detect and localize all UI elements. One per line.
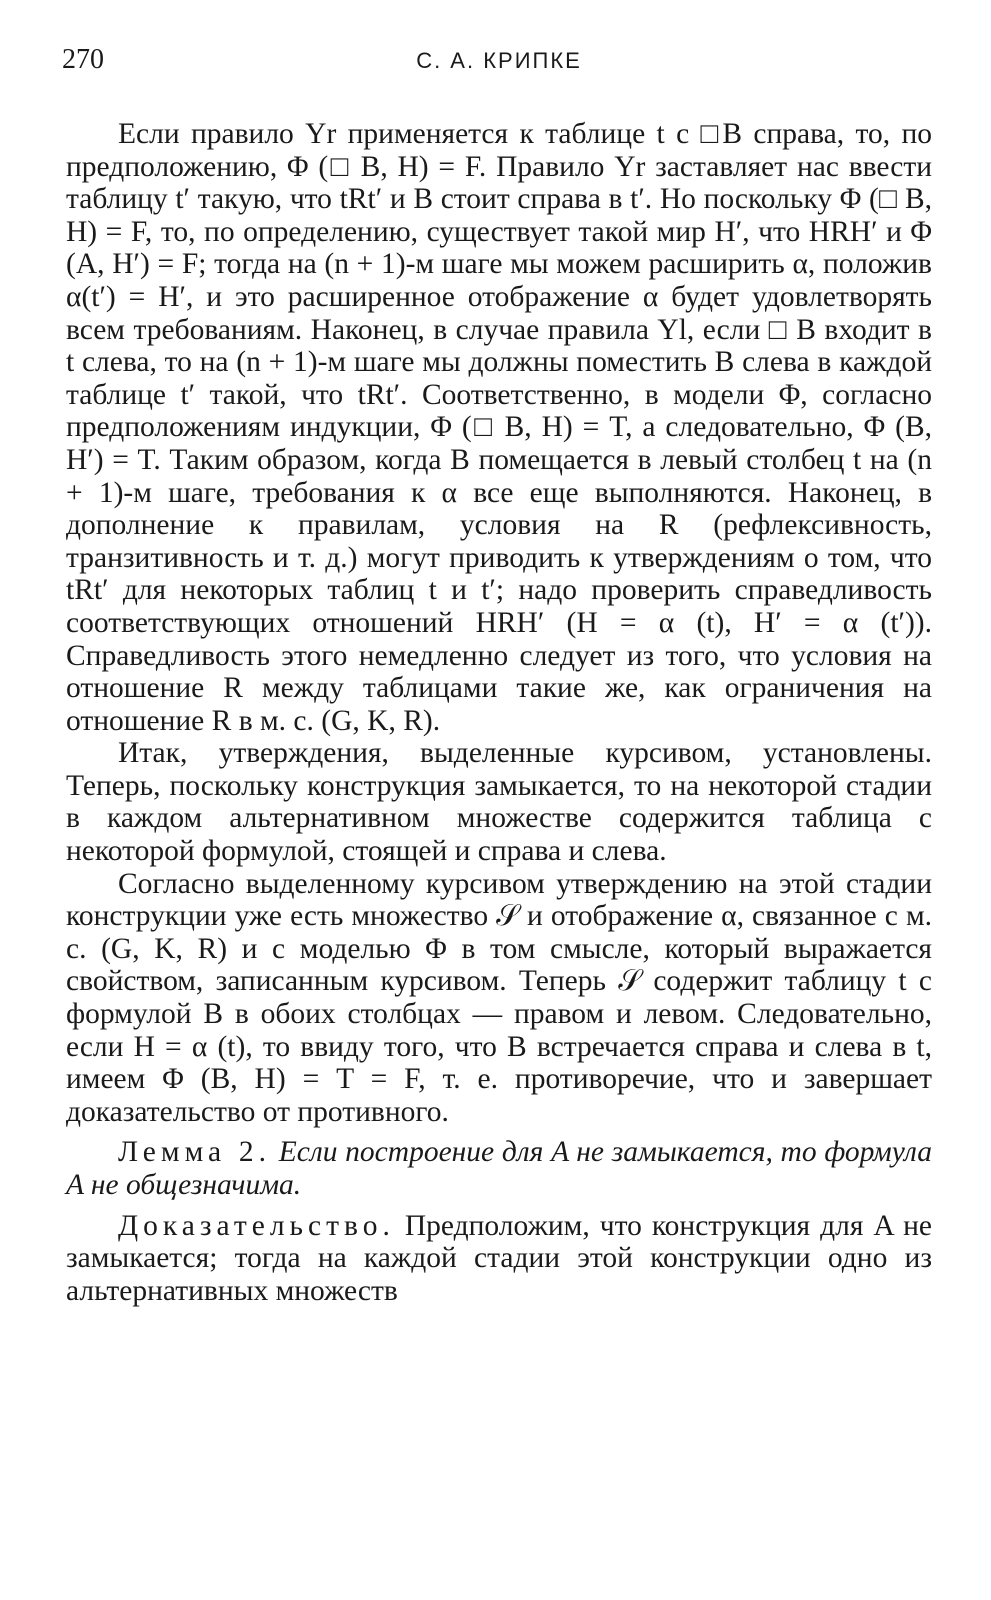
paragraph-3: Согласно выделенному курсивом утверждению на этой стадии конструкции уже есть множество 𝒮 и отображение α, связанное с м. с. (G, K, R) и с моделью Φ в том смысле, который выражается свойством, записанным курсивом. Теперь 𝒮 содержит таблицу t с формулой B в обоих столбцах — правом и левом. Следовательно, если H = α (t), то ввиду того, что B встречается справа и слева в t, имеем Φ (B, H) = T = F, т. е. противоречие, что и завершает доказательство от противного. [66,867,932,1128]
lemma-statement: Если построение для A не замыкается, то формула A не общезначима. [66,1136,933,1201]
text-body [66,118,932,1307]
proof [66,1210,932,1308]
proof-label: Доказательство. [118,1209,395,1242]
lemma-label: Лемма 2. [118,1136,271,1169]
page-number: 270 [62,44,104,75]
running-head-author: С. А. КРИПКЕ [416,48,582,73]
paragraph-2: Итак, утверждения, выделенные курсивом, установлены. Теперь, поскольку конструкция замыкается, то на некоторой стадии в каждом альтернативном множестве содержится таблица с некоторой формулой, стоящей и справа и слева. [66,737,932,868]
paragraph-1: Если правило Yr применяется к таблице t с □B справа, то, по предположению, Φ (□ B, H) = F. Правило Yr заставляет нас ввести таблицу t′ такую, что tRt′ и B стоит справа в t′. Но поскольку Φ (□ B, H) = F, то, по определению, существует такой мир H′, что HRH′ и Φ (A, H′) = F; тогда на (n + 1)-м шаге мы можем расширить α, положив α(t′) = H′, и это расширенное отображение α будет удовлетворять всем требованиям. Наконец, в случае правила Yl, если □ B входит в t слева, то на (n + 1)-м шаге мы должны поместить B слева в каждой таблице t′ такой, что tRt′. Соответственно, в модели Φ, согласно предположениям индукции, Φ (□ B, H) = T, а следовательно, Φ (B, H′) = T. Таким образом, когда B помещается в левый столбец t на (n + 1)-м шаге, требования к α все еще выполняются. Наконец, в дополнение к правилам, условия на R (рефлексивность, транзитивность и т. д.) могут приводить к утверждениям о том, что tRt′ для некоторых таблиц t и t′; надо проверить справедливость соответствующих отношений HRH′ (H = α (t), H′ = α (t′)). Справедливость этого немедленно следует из того, что условия на отношение R между таблицами такие же, как ограничения на отношение R в м. с. (G, K, R). [66,118,932,737]
lemma-2 [66,1136,932,1201]
running-head [62,44,936,84]
proof-text: Предположим, что конструкция для A не замыкается; тогда на каждой стадии этой конструкции одно из альтернативных множеств [66,1209,932,1307]
